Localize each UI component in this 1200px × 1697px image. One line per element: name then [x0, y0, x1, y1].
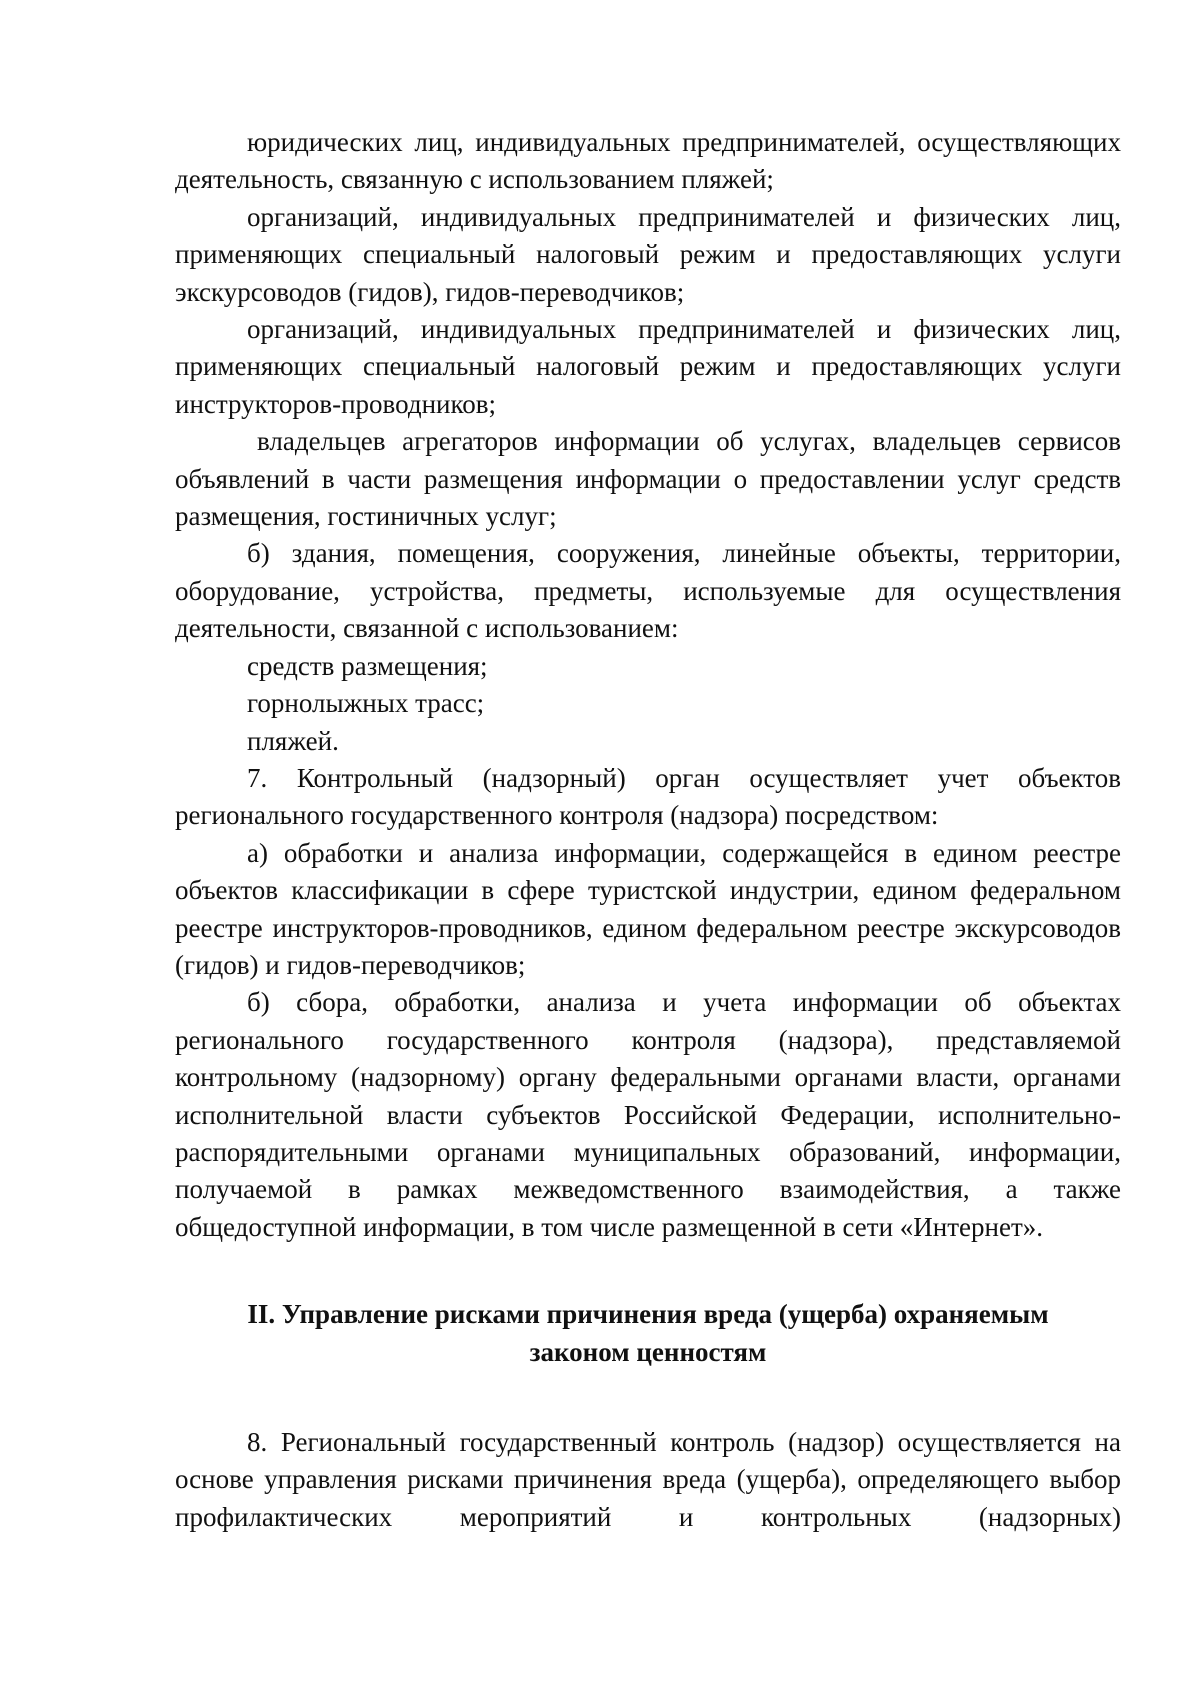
paragraph-7-accounting: 7. Контрольный (надзорный) орган осуществляет учет объектов регионального государственного контроля (надзора) посредством: [175, 762, 1121, 831]
paragraph-7b-information-collection: б) сбора, обработки, анализа и учета информации об объектах регионального государственного контроля (надзора), представляемой контрольному (надзорному) органу федеральными органами власти, органами исполнительной власти субъектов Российской Федерации, исполнительно-распорядительными органами муниципальных образований, информации, получаемой в рамках межведомственного взаимодействия, а также общедоступной информации, в том числе размещенной в сети «Интернет». [175, 987, 1121, 1242]
paragraph-legal-entities-beaches: юридических лиц, индивидуальных предпринимателей, осуществляющих деятельность, связанную с использованием пляжей; [175, 127, 1121, 195]
paragraph-8-risk-management: 8. Региональный государственный контроль (надзор) осуществляется на основе управления рисками причинения вреда (ущерба), определяющего выбор профилактических мероприятий и контрольных (надзорных) [175, 1427, 1121, 1532]
section-heading-line-1: II. Управление рисками причинения вреда (ущерба) охраняемым [247, 1299, 1049, 1330]
list-item-beaches: пляжей. [247, 725, 339, 756]
section-heading-line-2: законом ценностям [529, 1336, 767, 1367]
document-body [175, 124, 1121, 1536]
paragraph-guides-interpreters: организаций, индивидуальных предпринимателей и физических лиц, применяющих специальный налоговый режим и предоставляющих услуги экскурсоводов (гидов), гидов-переводчиков; [175, 201, 1121, 307]
paragraph-aggregator-owners: владельцев агрегаторов информации об услугах, владельцев сервисов объявлений в части размещения информации о предоставлении услуг средств размещения, гостиничных услуг; [175, 426, 1121, 532]
list-item-ski-slopes: горнолыжных трасс; [247, 688, 485, 719]
paragraph-instructors-conductors: организаций, индивидуальных предпринимателей и физических лиц, применяющих специальный налоговый режим и предоставляющих услуги инструкторов-проводников; [175, 314, 1121, 419]
list-item-accommodation: средств размещения; [247, 650, 488, 681]
section-heading [175, 1296, 1121, 1371]
paragraph-buildings-equipment: б) здания, помещения, сооружения, линейные объекты, территории, оборудование, устройства, предметы, используемые для осуществления деятельности, связанной с использованием: [175, 538, 1121, 644]
paragraph-7a-registry-analysis: а) обработки и анализа информации, содержащейся в едином реестре объектов классификации в сфере туристской индустрии, едином федеральном реестре инструкторов-проводников, едином федеральном реестре экскурсоводов (гидов) и гидов-переводчиков; [175, 837, 1121, 980]
